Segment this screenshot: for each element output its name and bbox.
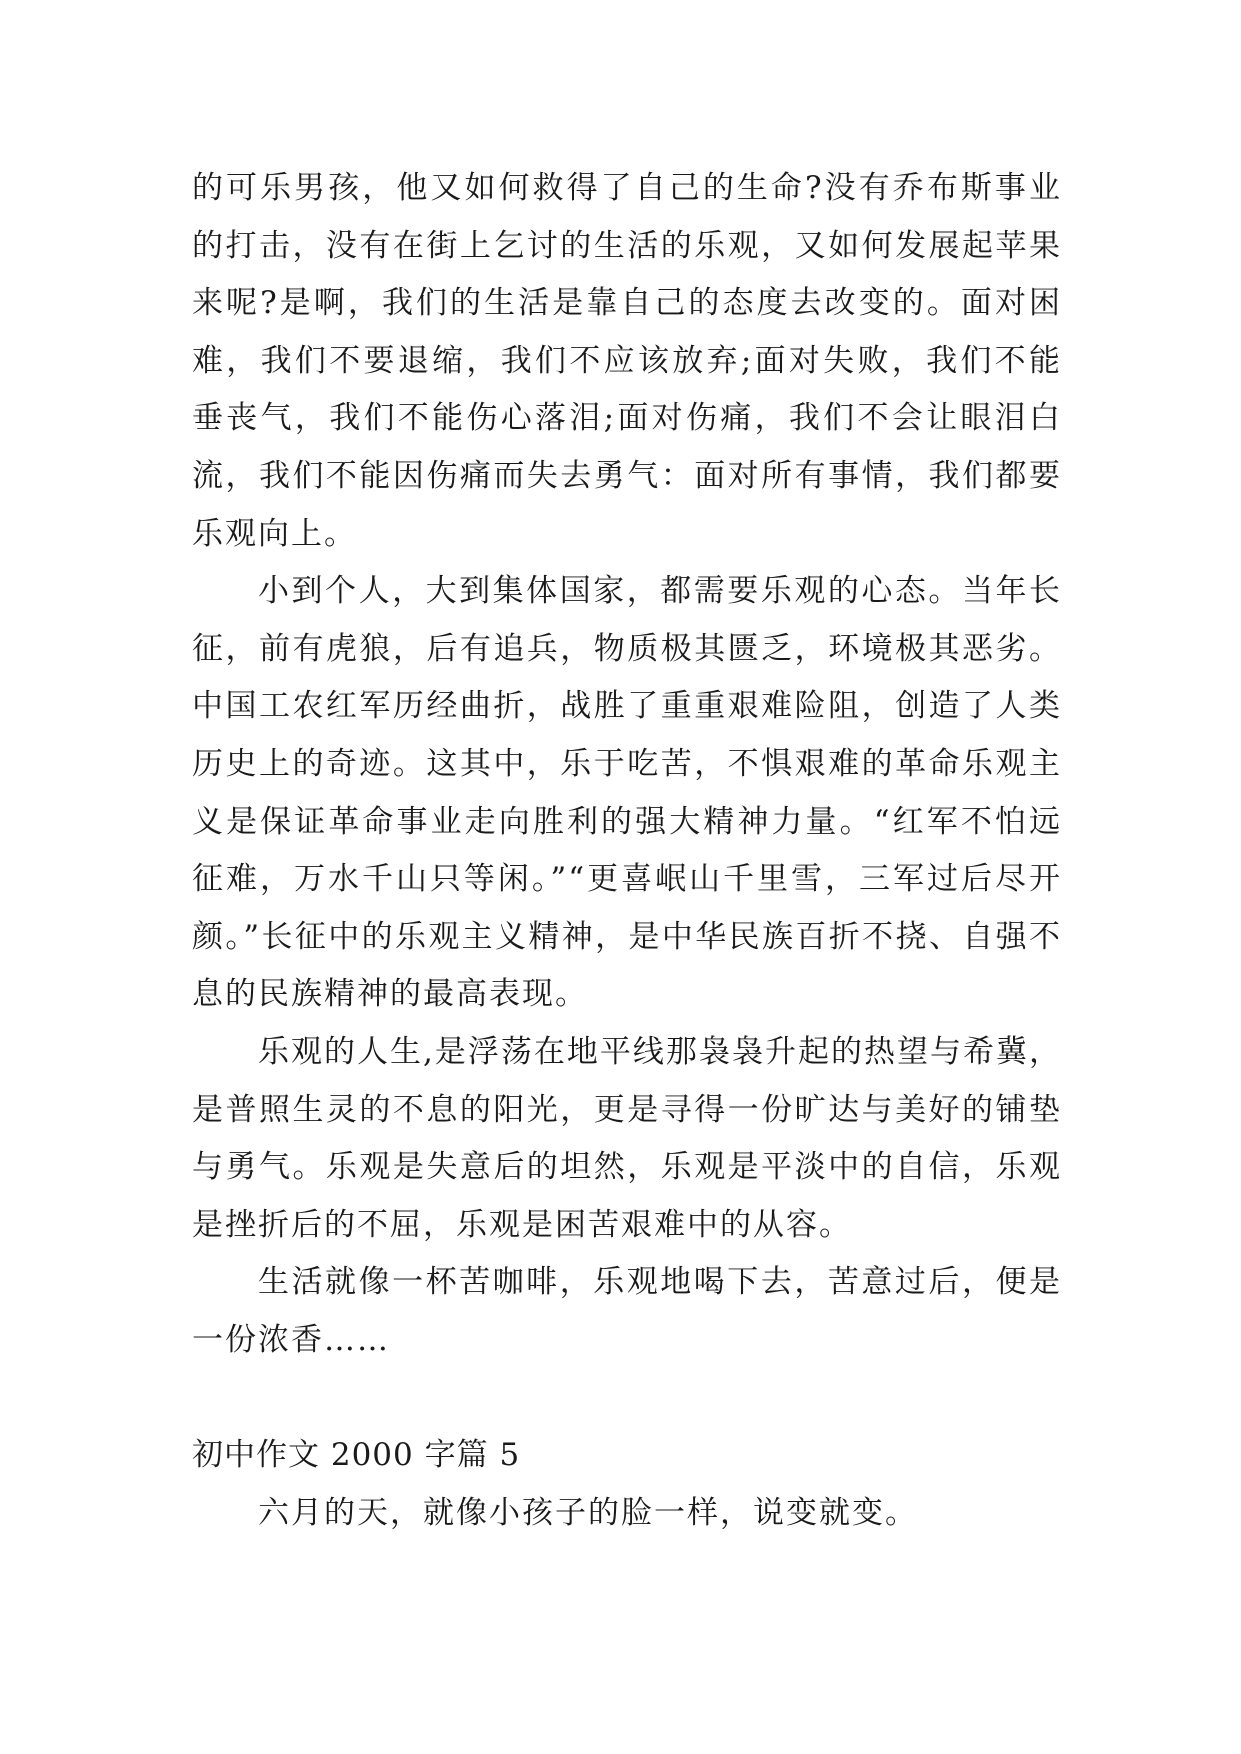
- paragraph-bitter-coffee: 生活就像一杯苦咖啡，乐观地喝下去，苦意过后，便是一份浓香……: [192, 1264, 1062, 1358]
- paragraph-long-march: 小到个人，大到集体国家，都需要乐观的心态。当年长征，前有虎狼，后有追兵，物质极其匮乏，环境极其恶劣。中国工农红军历经曲折，战胜了重重艰难险阻，创造了人类历史上的奇迹。这其中，乐于吃苦，不惧艰难的革命乐观主义是保证革命事业走向胜利的强大精神力量。“红军不怕远征难，万水千山只等闲。”“更喜岷山千里雪，三军过后尽开颜。”长征中的乐观主义精神，是中华民族百折不挠、自强不息的民族精神的最高表现。: [192, 573, 1062, 1013]
- document-body: [192, 160, 1062, 1543]
- paragraph-optimism-examples: 的可乐男孩，他又如何救得了自己的生命?没有乔布斯事业的打击，没有在街上乞讨的生活的乐观，又如何发展起苹果来呢?是啊，我们的生活是靠自己的态度去改变的。面对困难，我们不要退缩，我们不应该放弃;面对失败，我们不能垂丧气，我们不能伤心落泪;面对伤痛，我们不会让眼泪白流，我们不能因伤痛而失去勇气：面对所有事情，我们都要乐观向上。: [192, 170, 1062, 552]
- section-first-paragraph: 六月的天，就像小孩子的脸一样，说变就变。: [258, 1495, 918, 1532]
- paragraph-optimistic-life: 乐观的人生,是浮荡在地平线那袅袅升起的热望与希冀，是普照生灵的不息的阳光，更是寻得一份旷达与美好的铺垫与勇气。乐观是失意后的坦然，乐观是平淡中的自信，乐观是挫折后的不屈，乐观是困苦艰难中的从容。: [192, 1033, 1062, 1243]
- section-heading: 初中作文 2000 字篇 5: [192, 1437, 521, 1474]
